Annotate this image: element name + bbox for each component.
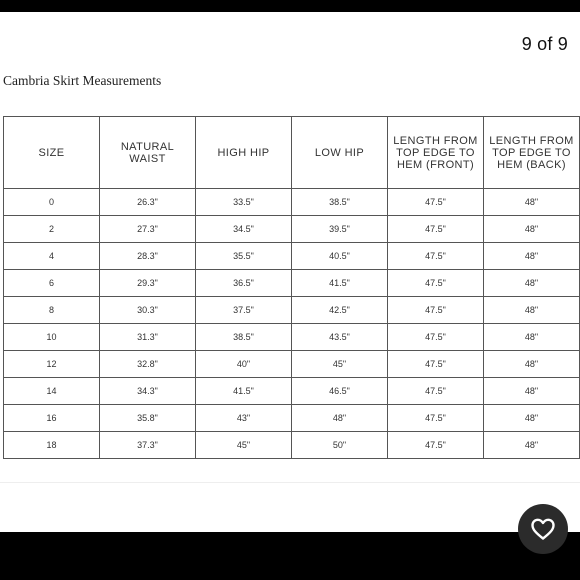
cell-size: 2 [4, 216, 100, 243]
cell-length-back: 48" [484, 216, 580, 243]
cell-length-back: 48" [484, 243, 580, 270]
cell-length-back: 48" [484, 378, 580, 405]
document-title: Cambria Skirt Measurements [3, 73, 162, 88]
page-counter: 9 of 9 [521, 34, 568, 54]
cell-length-back: 48" [484, 297, 580, 324]
table-row [4, 432, 580, 459]
cell-size: 12 [4, 351, 100, 378]
cell-natural-waist: 29.3" [100, 270, 196, 297]
cell-length-front: 47.5" [388, 243, 484, 270]
cell-length-front: 47.5" [388, 189, 484, 216]
cell-length-back: 48" [484, 351, 580, 378]
cell-length-front: 47.5" [388, 297, 484, 324]
cell-high-hip: 45" [196, 432, 292, 459]
table-header-row [4, 117, 580, 189]
cell-low-hip: 41.5" [292, 270, 388, 297]
cell-high-hip: 38.5" [196, 324, 292, 351]
cell-length-front: 47.5" [388, 378, 484, 405]
cell-length-back: 48" [484, 189, 580, 216]
cell-natural-waist: 30.3" [100, 297, 196, 324]
like-button[interactable] [518, 504, 568, 554]
cell-size: 16 [4, 405, 100, 432]
cell-high-hip: 33.5" [196, 189, 292, 216]
cell-size: 0 [4, 189, 100, 216]
table-row [4, 351, 580, 378]
cell-natural-waist: 26.3" [100, 189, 196, 216]
cell-natural-waist: 28.3" [100, 243, 196, 270]
cell-length-front: 47.5" [388, 351, 484, 378]
cell-natural-waist: 32.8" [100, 351, 196, 378]
cell-length-back: 48" [484, 270, 580, 297]
header-length-front: LENGTH FROM TOP EDGE TO HEM (FRONT) [388, 117, 484, 189]
cell-low-hip: 40.5" [292, 243, 388, 270]
header-high-hip: HIGH HIP [196, 117, 292, 189]
cell-high-hip: 34.5" [196, 216, 292, 243]
cell-length-front: 47.5" [388, 405, 484, 432]
cell-length-front: 47.5" [388, 324, 484, 351]
cell-length-front: 47.5" [388, 432, 484, 459]
cell-low-hip: 38.5" [292, 189, 388, 216]
cell-length-back: 48" [484, 324, 580, 351]
cell-high-hip: 37.5" [196, 297, 292, 324]
header-length-back: LENGTH FROM TOP EDGE TO HEM (BACK) [484, 117, 580, 189]
cell-length-front: 47.5" [388, 270, 484, 297]
divider [0, 482, 580, 483]
cell-high-hip: 40" [196, 351, 292, 378]
table-row [4, 216, 580, 243]
cell-high-hip: 35.5" [196, 243, 292, 270]
cell-size: 4 [4, 243, 100, 270]
cell-natural-waist: 37.3" [100, 432, 196, 459]
cell-low-hip: 39.5" [292, 216, 388, 243]
cell-high-hip: 43" [196, 405, 292, 432]
table-row [4, 297, 580, 324]
header-natural-waist: NATURAL WAIST [100, 117, 196, 189]
cell-size: 14 [4, 378, 100, 405]
bottom-black-bar [0, 532, 580, 580]
cell-length-back: 48" [484, 432, 580, 459]
cell-length-back: 48" [484, 405, 580, 432]
cell-size: 18 [4, 432, 100, 459]
cell-natural-waist: 35.8" [100, 405, 196, 432]
cell-length-front: 47.5" [388, 216, 484, 243]
table-body [4, 189, 580, 459]
cell-low-hip: 50" [292, 432, 388, 459]
cell-low-hip: 42.5" [292, 297, 388, 324]
header-size: SIZE [4, 117, 100, 189]
table-row [4, 378, 580, 405]
measurements-table [3, 116, 580, 459]
table-row [4, 405, 580, 432]
cell-low-hip: 48" [292, 405, 388, 432]
cell-size: 8 [4, 297, 100, 324]
cell-low-hip: 46.5" [292, 378, 388, 405]
cell-low-hip: 45" [292, 351, 388, 378]
cell-size: 10 [4, 324, 100, 351]
cell-low-hip: 43.5" [292, 324, 388, 351]
cell-natural-waist: 27.3" [100, 216, 196, 243]
cell-natural-waist: 34.3" [100, 378, 196, 405]
cell-high-hip: 41.5" [196, 378, 292, 405]
table-row [4, 243, 580, 270]
header-low-hip: LOW HIP [292, 117, 388, 189]
top-black-bar [0, 0, 580, 12]
cell-size: 6 [4, 270, 100, 297]
table-row [4, 324, 580, 351]
cell-natural-waist: 31.3" [100, 324, 196, 351]
heart-icon [530, 517, 556, 541]
table-row [4, 270, 580, 297]
cell-high-hip: 36.5" [196, 270, 292, 297]
table-row [4, 189, 580, 216]
